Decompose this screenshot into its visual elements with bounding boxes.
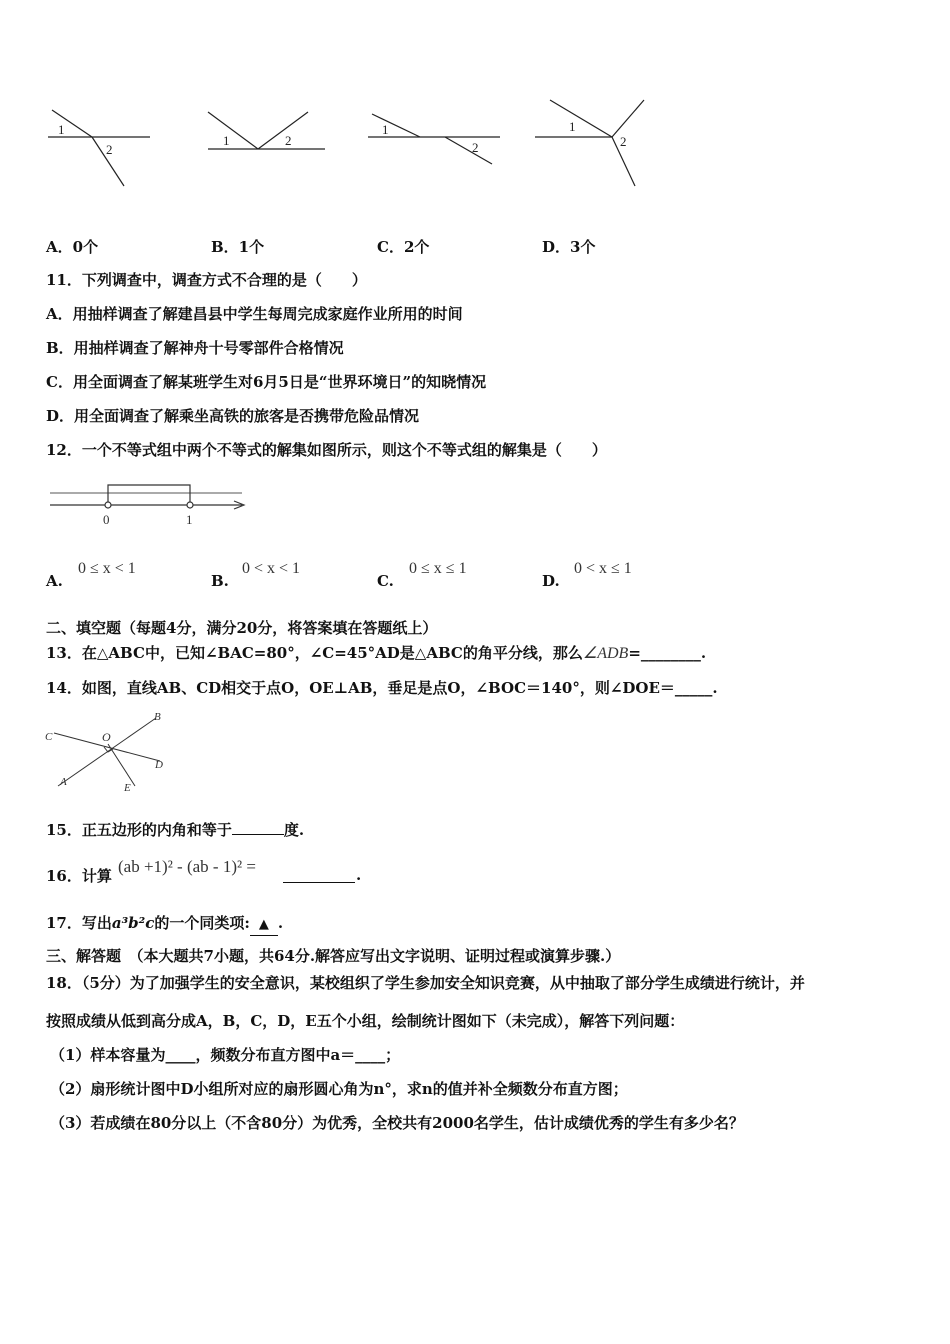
q10-option-b: B．1个 <box>211 238 265 256</box>
q12-option-a-letter: A. <box>46 572 63 590</box>
q10-fig1-label-2: 2 <box>106 142 113 157</box>
section3-title: 三、解答题 （本大题共7小题，共64分.解答应写出文字说明、证明过程或演算步骤.） <box>46 947 621 965</box>
q15-text-pre: 15．正五边形的内角和等于 <box>46 821 232 839</box>
q15-blank <box>232 820 284 835</box>
q11-option-d: D．用全面调查了解乘坐高铁的旅客是否携带危险品情况 <box>46 407 420 425</box>
q10-figures <box>0 90 950 200</box>
q13-tail: =________. <box>628 644 707 662</box>
q12-option-a-expr: 0 ≤ x < 1 <box>78 560 136 577</box>
q11-option-b: B．用抽样调查了解神舟十号零部件合格情况 <box>46 339 344 357</box>
q14-label-e: E <box>124 782 131 794</box>
q10-fig3-label-1: 1 <box>382 122 389 137</box>
q10-fig3-label-2: 2 <box>472 140 479 155</box>
q17-marker: ▲ <box>250 915 278 936</box>
q18-line1: 18．（5分）为了加强学生的安全意识，某校组织了学生参加安全知识竞赛，从中抽取了部分学生成绩进行统计，并 <box>46 974 805 992</box>
q14-text: 14．如图，直线AB、CD相交于点O，OE⊥AB，垂足是点O，∠BOC＝140°，则∠DOE＝_____. <box>46 679 718 697</box>
q10-option-a: A．0个 <box>46 238 99 256</box>
q14-label-o: O <box>102 730 111 744</box>
q13-line <box>46 643 706 664</box>
q12-option-b-letter: B. <box>211 572 229 590</box>
q17-line <box>46 913 283 936</box>
q15-line <box>46 820 304 840</box>
q16-text-pre: 16．计算 <box>46 867 112 885</box>
q12-option-d-letter: D. <box>542 572 560 590</box>
q18-part-1: （1）样本容量为____，频数分布直方图中a＝____； <box>50 1046 401 1064</box>
q12-tick-1: 1 <box>186 512 193 527</box>
q18-line2: 按照成绩从低到高分成A，B，C，D，E五个小组，绘制统计图如下（未完成），解答下列问题： <box>46 1012 685 1030</box>
q11-stem: 11．下列调查中，调查方式不合理的是（ ） <box>46 271 367 289</box>
q10-fig2-label-1: 1 <box>223 133 230 148</box>
q12-option-b-expr: 0 < x < 1 <box>242 560 301 577</box>
q14-figure <box>44 706 174 796</box>
q11-option-c: C．用全面调查了解某班学生对6月5日是“世界环境日”的知晓情况 <box>46 373 487 391</box>
q12-tick-0: 0 <box>103 512 110 527</box>
q13-text: 13．在△ABC中，已知∠BAC=80°，∠C=45°AD是△ABC的角平分线，那么 <box>46 644 583 662</box>
q16-line <box>46 866 112 886</box>
q12-stem: 12．一个不等式组中两个不等式的解集如图所示，则这个不等式组的解集是（ ） <box>46 441 607 459</box>
q10-option-d: D．3个 <box>542 238 596 256</box>
q10-fig1-label-1: 1 <box>58 122 65 137</box>
q14-label-a: A <box>60 776 67 788</box>
q16-text-post: . <box>356 866 362 884</box>
q10-fig4-label-1: 1 <box>569 119 576 134</box>
q11-option-a: A．用抽样调查了解建昌县中学生每周完成家庭作业所用的时间 <box>46 305 463 323</box>
q13-expr: ∠ADB <box>582 645 629 662</box>
q18-part-3: （3）若成绩在80分以上（不含80分）为优秀，全校共有2000名学生，估计成绩优秀的学生有多少名？ <box>50 1114 744 1132</box>
q12-option-c-letter: C. <box>377 572 394 590</box>
q15-text-post: 度. <box>283 821 305 839</box>
q12-option-c-expr: 0 ≤ x ≤ 1 <box>409 560 467 577</box>
section2-title: 二、填空题（每题4分，满分20分，将答案填在答题纸上） <box>46 619 438 637</box>
q17-expr: a³b²c <box>111 914 155 932</box>
q14-label-b: B <box>154 711 161 723</box>
q10-fig4-label-2: 2 <box>620 134 627 149</box>
q10-figure-4 <box>535 100 644 186</box>
q16-expr: (ab +1)² - (ab - 1)² = <box>118 857 256 876</box>
q16-blank <box>283 868 355 883</box>
q12-option-d-expr: 0 < x ≤ 1 <box>574 560 632 577</box>
q14-label-d: D <box>155 759 163 771</box>
q14-label-c: C <box>45 731 53 743</box>
q17-text-pre: 17．写出 <box>46 914 112 932</box>
q17-text-post: . <box>277 914 284 932</box>
q12-number-line <box>46 475 256 530</box>
q10-fig2-label-2: 2 <box>285 133 292 148</box>
q18-part-2: （2）扇形统计图中D小组所对应的扇形圆心角为n°，求n的值并补全频数分布直方图； <box>50 1080 628 1098</box>
q17-text-mid: 的一个同类项: <box>154 914 250 932</box>
q10-option-c: C．2个 <box>377 238 430 256</box>
